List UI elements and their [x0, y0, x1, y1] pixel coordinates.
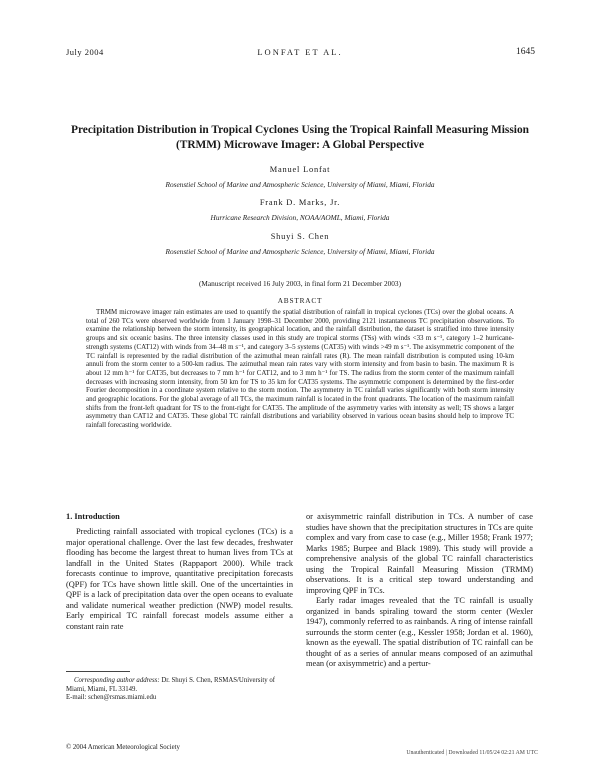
- body-paragraph: Early radar images revealed that the TC rainfall is usually organized in bands spiraling toward the storm center (Wexler 1947), commonly referred to as rainbands. A ring of intense rainfall surrounds the storm center (e.g., Kessler 1958; Jordan et al. 1960), known as the eyewall. The spatial distribution of TC rainfall can be thought of as a series of annular means composed of an azimuthal mean (or axisymmetric) and a pertur-: [306, 596, 533, 668]
- footnote-label: Corresponding author address:: [74, 677, 160, 684]
- footnote: [66, 677, 293, 703]
- body-paragraph: or axisymmetric rainfall distribution in TCs. A number of case studies have shown that the precipitation structures in TCs are quite complex and vary from case to case (e.g., Miller 1958; Frank 1977; Marks 1985; Burpee and Black 1989). This study will provide a comprehensive analysis of the global TC rainfall characteristics using the Tropical Rainfall Measuring Mission (TRMM) observations. It is a critical step toward understanding and improving QPF in TCs.: [306, 512, 533, 595]
- running-header-date: July 2004: [66, 47, 104, 57]
- running-header-authors: LONFAT ET AL.: [257, 47, 343, 57]
- abstract-text: TRMM microwave imager rain estimates are used to quantify the spatial distribution of rainfall in tropical cyclones (TCs) over the global oceans. A total of 260 TCs were observed worldwide from 1 January 1998–31 December 2000, providing 2121 instantaneous TC precipitation observations. To examine the relationship between the storm intensity, its geographical location, and the rainfall distribution, the dataset is stratified into three intensity groups and six oceanic basins. The three intensity classes used in this study are tropical storms (TSs) with winds <33 m s⁻¹, category 1–2 hurricane-strength systems (CAT12) with winds from 34–48 m s⁻¹, and category 3–5 systems (CAT35) with winds >49 m s⁻¹. The axisymmetric component of the TC rainfall is represented by the radial distribution of the azimuthal mean rainfall rates (R). The mean rainfall distribution is computed using 10-km annuli from the storm center to a 500-km radius. The azimuthal mean rain rates vary with storm intensity and from basin to basin. The maximum R is about 12 mm h⁻¹ for CAT35, but decreases to 7 mm h⁻¹ for CAT12, and to 3 mm h⁻¹ for TS. The radius from the storm center of the maximum rainfall decreases with increasing storm intensity, from 50 km for TS to 35 km for CAT35 systems. The asymmetric component is determined by the first-order Fourier decomposition in a coordinate system relative to the storm motion. The asymmetry in TC rainfall varies significantly with both storm intensity and geographic locations. For the global average of all TCs, the maximum rainfall is located in the front quadrants. The location of the maximum rainfall shifts from the front-left quadrant for TS to the front-right for CAT35. The amplitude of the asymmetry varies with intensity as well; TS shows a larger asymmetry than CAT12 and CAT35. These global TC rainfall distributions and variability observed in various ocean basins should help to improve TC rainfall forecasting worldwide.: [86, 308, 514, 430]
- author-name: Manuel Lonfat: [269, 165, 331, 174]
- abstract-heading: ABSTRACT: [277, 296, 323, 305]
- footnote-address: Dr. Shuyi S. Chen, RSMAS/University of Miami, Miami, FL 33149.: [66, 677, 275, 693]
- footnote-divider: [66, 671, 130, 672]
- paper-title: Precipitation Distribution in Tropical Cyclones Using the Tropical Rainfall Measuring Mission (TRMM) Microwave Imager: A Global Perspective: [71, 124, 529, 151]
- author-affiliation: Rosenstiel School of Marine and Atmospheric Science, University of Miami, Miami, Florida: [165, 247, 435, 256]
- manuscript-note: (Manuscript received 16 July 2003, in final form 21 December 2003): [198, 279, 402, 288]
- right-column: [306, 512, 533, 670]
- author-affiliation: Rosenstiel School of Marine and Atmospheric Science, University of Miami, Miami, Florida: [165, 180, 435, 189]
- section-heading: 1. Introduction: [66, 512, 120, 521]
- author-name: Frank D. Marks, Jr.: [259, 198, 341, 207]
- body-paragraph: Predicting rainfall associated with tropical cyclones (TCs) is a major operational challenge. Over the last few decades, freshwater flooding has become the largest threat to human lives from TCs at landfall in the United States (Rappaport 2000). While track forecasts continue to improve, quantitative precipitation forecasts (QPF) for TCs have shown little skill. One of the uncertainties in QPF is a lack of precipitation data over the open oceans to evaluate and validate numerical weather prediction (NWP) model results. Early empirical TC rainfall forecast models assume either a constant rain rate: [66, 527, 293, 631]
- author-affiliation: Hurricane Research Division, NOAA/AOML, Miami, Florida: [210, 213, 390, 222]
- download-stamp: Unauthenticated | Downloaded 11/05/24 02:21 AM UTC: [406, 750, 538, 756]
- left-column: [66, 527, 293, 632]
- page-number: 1645: [516, 47, 535, 57]
- author-name: Shuyi S. Chen: [270, 232, 330, 241]
- footnote-email: E-mail: schen@rsmas.miami.edu: [66, 694, 157, 702]
- copyright-notice: © 2004 American Meteorological Society: [66, 744, 180, 751]
